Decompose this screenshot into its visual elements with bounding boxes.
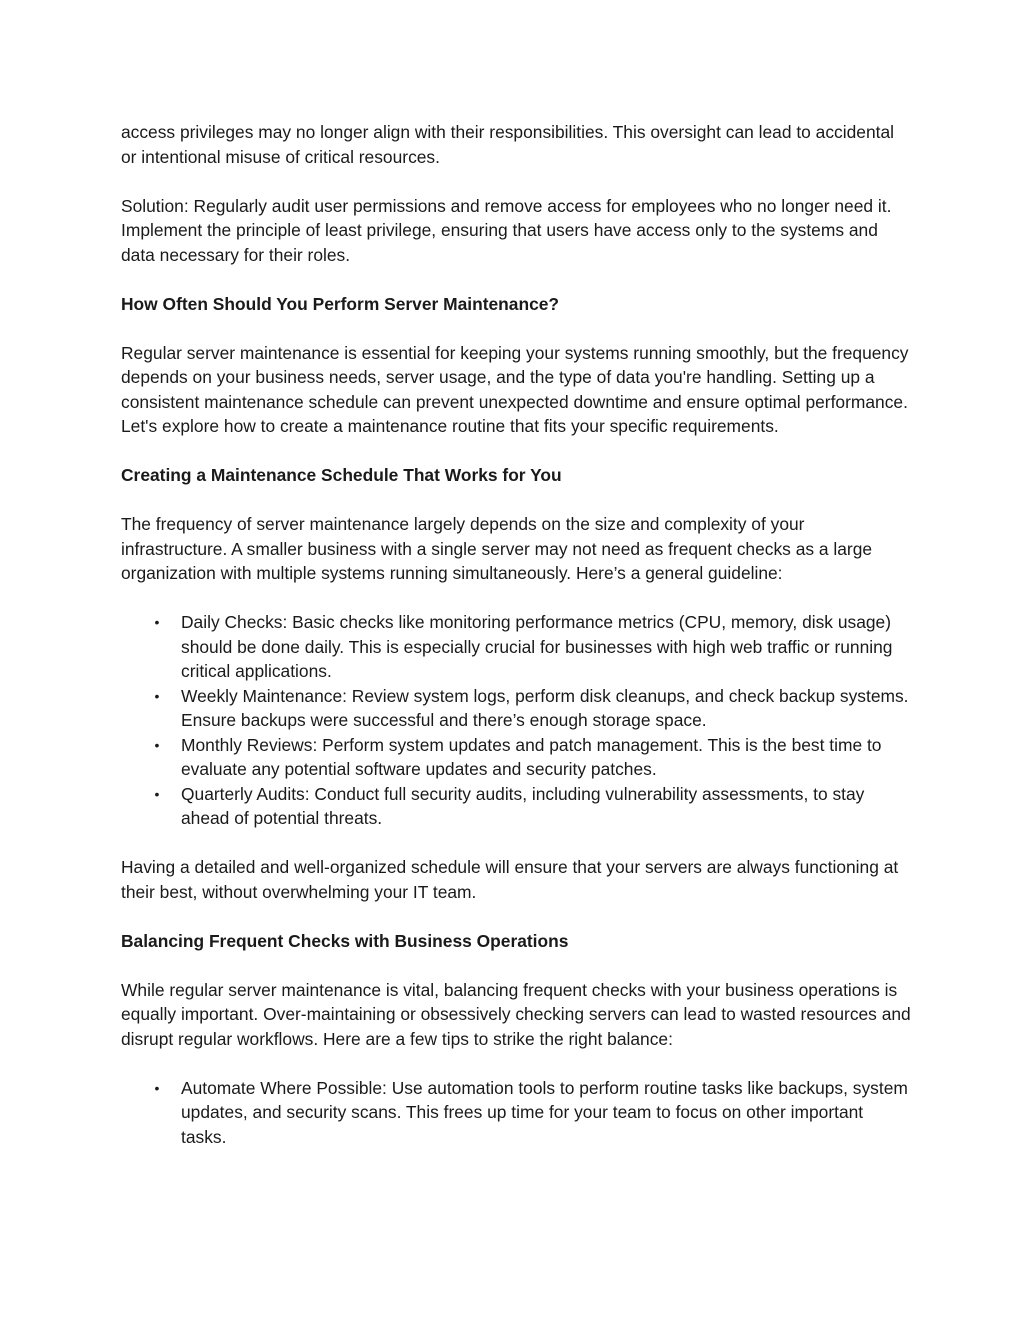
heading-balancing-checks: Balancing Frequent Checks with Business Operations bbox=[121, 930, 569, 951]
paragraph-regular-maintenance: Regular server maintenance is essential for keeping your systems running smoothly, but the frequency depends on your business needs, server usage, and the type of data you're handling. Setting up a consistent maintenance schedule can prevent unexpected downtime and ensure optimal performance. Let's explore how to create a maintenance routine that fits your specific requirements. bbox=[121, 342, 909, 436]
list-item-text: Daily Checks: Basic checks like monitoring performance metrics (CPU, memory, disk usage) should be done daily. This is especially crucial for businesses with high web traffic or running critical applications. bbox=[181, 612, 893, 681]
bullet-icon: • bbox=[154, 736, 160, 753]
balance-tips-list bbox=[121, 1076, 911, 1150]
bullet-icon: • bbox=[154, 1079, 160, 1096]
document-page bbox=[121, 120, 911, 1174]
paragraph-access-privileges: access privileges may no longer align with their responsibilities. This oversight can lead to accidental or intentional misuse of critical resources. bbox=[121, 122, 894, 167]
heading-how-often: How Often Should You Perform Server Maintenance? bbox=[121, 293, 560, 314]
list-item bbox=[121, 684, 911, 733]
bullet-icon: • bbox=[154, 614, 160, 630]
heading-creating-schedule: Creating a Maintenance Schedule That Works for You bbox=[121, 465, 562, 485]
bullet-icon: • bbox=[154, 687, 160, 704]
bullet-icon: • bbox=[154, 785, 160, 802]
list-item bbox=[121, 610, 911, 684]
list-item-text: Weekly Maintenance: Review system logs, perform disk cleanups, and check backup systems. Ensure backups were successful and there’s enough storage space. bbox=[181, 685, 909, 730]
list-item bbox=[121, 733, 911, 782]
paragraph-detailed-schedule: Having a detailed and well-organized schedule will ensure that your servers are always functioning at their best, without overwhelming your IT team. bbox=[121, 857, 899, 902]
paragraph-balancing: While regular server maintenance is vital, balancing frequent checks with your business operations is equally important. Over-maintaining or obsessively checking servers can lead to wasted resources and disrupt regular workflows. Here are a few tips to strike the right balance: bbox=[121, 979, 911, 1049]
paragraph-frequency: The frequency of server maintenance largely depends on the size and complexity of your infrastructure. A smaller business with a single server may not need as frequent checks as a large organization with multiple systems running simultaneously. Here’s a general guideline: bbox=[121, 514, 873, 583]
list-item-text: Monthly Reviews: Perform system updates and patch management. This is the best time to evaluate any potential software updates and security patches. bbox=[181, 734, 882, 779]
list-item-text: Quarterly Audits: Conduct full security audits, including vulnerability assessments, to stay ahead of potential threats. bbox=[181, 783, 865, 828]
paragraph-solution: Solution: Regularly audit user permissions and remove access for employees who no longer need it. Implement the principle of least privilege, ensuring that users have access only to the systems and data necessary for their roles. bbox=[121, 195, 892, 265]
list-item bbox=[121, 1076, 911, 1150]
schedule-guideline-list bbox=[121, 610, 911, 831]
list-item bbox=[121, 782, 911, 831]
list-item-text: Automate Where Possible: Use automation tools to perform routine tasks like backups, system updates, and security scans. This frees up time for your team to focus on other important tasks. bbox=[181, 1077, 908, 1147]
